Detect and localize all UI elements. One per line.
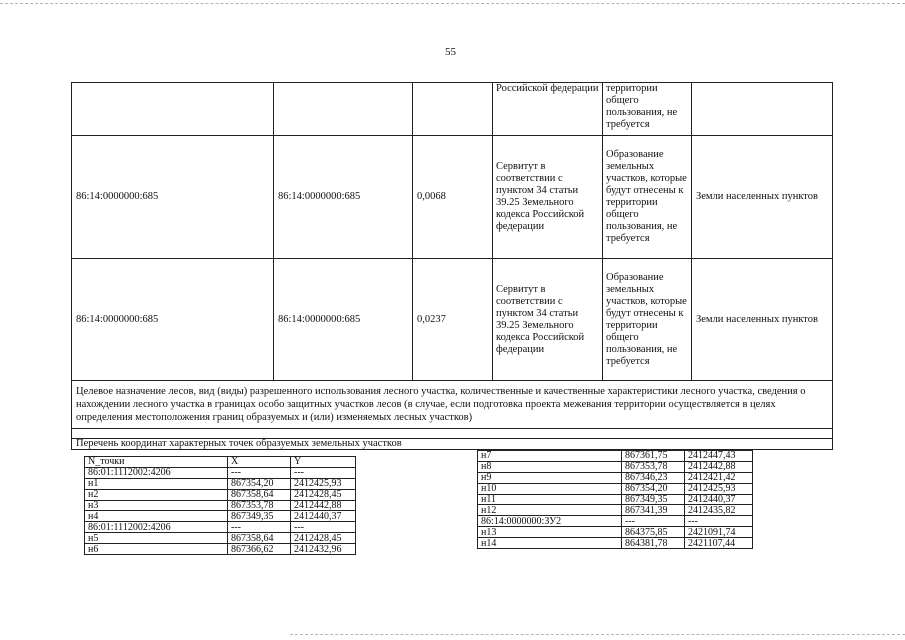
point-id: н13 [478, 527, 622, 538]
table-row [72, 83, 833, 136]
x-value: 867354,20 [228, 478, 291, 489]
area-value: 0,0068 [413, 136, 493, 259]
point-id: н9 [478, 472, 622, 483]
purpose-cell: территории общего пользования, не требуется [603, 83, 692, 136]
source-cadastral-number: 86:14:0000000:685 [72, 259, 274, 381]
table-row [72, 429, 833, 439]
point-id: н11 [478, 494, 622, 505]
cadastral-cell [274, 83, 413, 136]
category-cell: Земли населенных пунктов [692, 136, 833, 259]
y-value: 2412447,43 [685, 451, 753, 462]
right-type-cell: Сервитут в соответствии с пунктом 34 статьи 39.25 Земельного кодекса Российской федерации [493, 259, 603, 381]
y-value: --- [291, 467, 356, 478]
x-value: 867358,64 [228, 533, 291, 544]
table-row [478, 494, 753, 505]
x-value: --- [228, 522, 291, 533]
y-value: --- [291, 522, 356, 533]
point-id: н7 [478, 451, 622, 462]
point-id: н3 [85, 500, 228, 511]
category-cell: Земли населенных пунктов [692, 259, 833, 381]
table-row [85, 533, 356, 544]
area-cell [413, 83, 493, 136]
table-row [85, 544, 356, 555]
point-id: н14 [478, 538, 622, 549]
scan-edge-top [0, 3, 905, 4]
table-row [72, 381, 833, 429]
point-id: 86:01:1112002:4206 [85, 467, 228, 478]
right-type-cell: Сервитут в соответствии с пунктом 34 статьи 39.25 Земельного кодекса Российской федерации [493, 136, 603, 259]
point-id: н6 [85, 544, 228, 555]
table-row [478, 527, 753, 538]
point-id: н2 [85, 489, 228, 500]
target-cadastral-number: 86:14:0000000:685 [274, 136, 413, 259]
y-value: 2421107,44 [685, 538, 753, 549]
x-value: 867349,35 [622, 494, 685, 505]
coordinates-title: Перечень координат характерных точек образуемых земельных участков [72, 439, 833, 450]
x-value: --- [228, 467, 291, 478]
point-id: н1 [85, 478, 228, 489]
y-value: --- [685, 516, 753, 527]
table-header-row [85, 457, 356, 468]
point-id: н5 [85, 533, 228, 544]
point-id: н4 [85, 511, 228, 522]
table-row [72, 259, 833, 381]
scan-edge-bottom [290, 634, 905, 635]
y-value: 2412432,96 [291, 544, 356, 555]
land-plots-table [71, 82, 833, 450]
coordinates-table-right [477, 450, 753, 549]
x-value: 867341,39 [622, 505, 685, 516]
table-row [72, 136, 833, 259]
target-cadastral-number: 86:14:0000000:685 [274, 259, 413, 381]
x-value: 867358,64 [228, 489, 291, 500]
table-row [478, 516, 753, 527]
y-value: 2412425,93 [291, 478, 356, 489]
column-header-y: Y [291, 457, 356, 468]
y-value: 2412435,82 [685, 505, 753, 516]
y-value: 2412428,45 [291, 489, 356, 500]
table-row [478, 472, 753, 483]
x-value: 867346,23 [622, 472, 685, 483]
table-row [478, 538, 753, 549]
purpose-cell: Образование земельных участков, которые будут отнесены к территории общего пользования, не требуется [603, 136, 692, 259]
y-value: 2421091,74 [685, 527, 753, 538]
x-value: 867353,78 [622, 461, 685, 472]
x-value: 864375,85 [622, 527, 685, 538]
point-id: н12 [478, 505, 622, 516]
y-value: 2412442,88 [291, 500, 356, 511]
table-row [85, 500, 356, 511]
purpose-cell: Образование земельных участков, которые будут отнесены к территории общего пользования, не требуется [603, 259, 692, 381]
x-value: 867349,35 [228, 511, 291, 522]
point-id: 86:01:1112002:4206 [85, 522, 228, 533]
point-id: н8 [478, 461, 622, 472]
category-cell [692, 83, 833, 136]
x-value: 867353,78 [228, 500, 291, 511]
column-header-x: X [228, 457, 291, 468]
page-number: 55 [445, 46, 456, 58]
table-row [85, 478, 356, 489]
y-value: 2412421,42 [685, 472, 753, 483]
y-value: 2412425,93 [685, 483, 753, 494]
table-row [85, 522, 356, 533]
point-id: 86:14:0000000:ЗУ2 [478, 516, 622, 527]
y-value: 2412442,88 [685, 461, 753, 472]
cadastral-cell [72, 83, 274, 136]
y-value: 2412440,37 [685, 494, 753, 505]
x-value: 864381,78 [622, 538, 685, 549]
right-type-cell: Российской федерации [493, 83, 603, 136]
area-value: 0,0237 [413, 259, 493, 381]
x-value: 867366,62 [228, 544, 291, 555]
forest-purpose-text: Целевое назначение лесов, вид (виды) разрешенного использования лесного участка, количественные и качественные характеристики лесного участка, сведения о нахождении лесного участка в границах особо защитных участков лесов (в случае, если подготовка проекта межевания территории осуществляется в целях определения местоположения границ образуемых и (или) изменяемых лесных участков) [72, 381, 833, 429]
table-row [478, 461, 753, 472]
y-value: 2412440,37 [291, 511, 356, 522]
x-value: 867354,20 [622, 483, 685, 494]
empty-row [72, 429, 833, 439]
table-row [478, 451, 753, 462]
source-cadastral-number: 86:14:0000000:685 [72, 136, 274, 259]
table-row [85, 489, 356, 500]
table-row [72, 439, 833, 450]
table-row [478, 505, 753, 516]
column-header-point: N_точки [85, 457, 228, 468]
y-value: 2412428,45 [291, 533, 356, 544]
coordinates-table-left [84, 456, 356, 555]
table-row [478, 483, 753, 494]
x-value: 867361,75 [622, 451, 685, 462]
x-value: --- [622, 516, 685, 527]
point-id: н10 [478, 483, 622, 494]
table-row [85, 511, 356, 522]
table-row [85, 467, 356, 478]
